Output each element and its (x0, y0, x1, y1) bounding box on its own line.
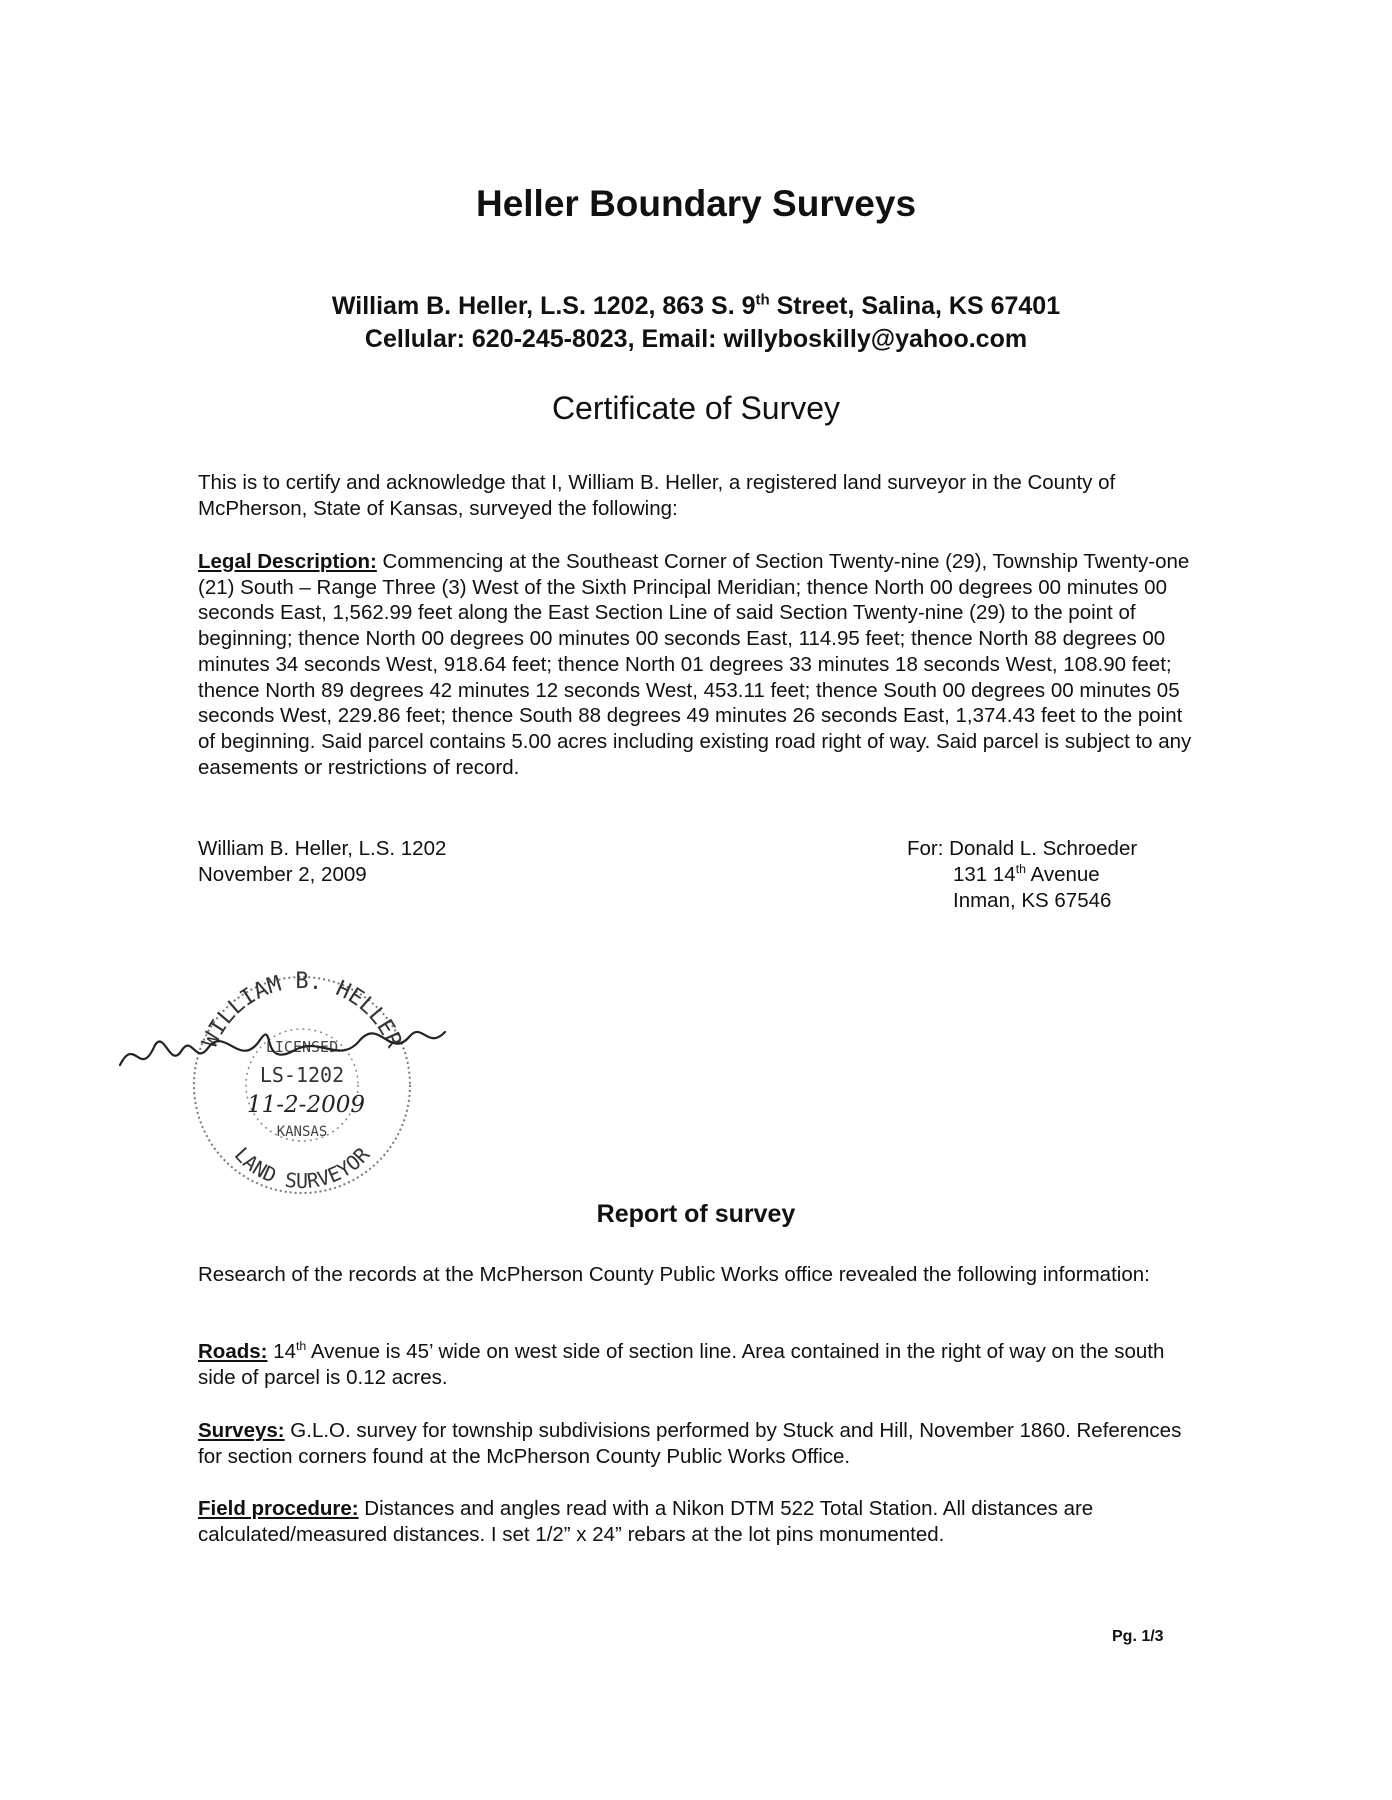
address-ordinal-suffix: th (755, 291, 770, 309)
roads-label: Roads: (198, 1340, 268, 1363)
surveys-text: G.L.O. survey for township subdivisions performed by Stuck and Hill, November 1860. References for section corners found at the McPherson County Public Works Office. (198, 1419, 1182, 1468)
survey-date: November 2, 2009 (198, 863, 367, 886)
seal-state-text: KANSAS (276, 1124, 328, 1140)
roads-ordinal-suffix: th (295, 1339, 307, 1354)
roads-text: Avenue is 45’ wide on west side of section line. Area contained in the right of way on the south side of parcel is 0.12 acres. (198, 1340, 1165, 1389)
roads-paragraph (198, 1339, 1198, 1390)
client-city: Inman, KS 67546 (953, 889, 1112, 912)
address-text: William B. Heller, L.S. 1202, 863 S. 9 (331, 292, 756, 320)
research-paragraph: Research of the records at the McPherson County Public Works office revealed the following information: (198, 1263, 1150, 1286)
client-street-name: Avenue (1025, 863, 1100, 886)
address-text-end: Street, Salina, KS 67401 (769, 292, 1061, 320)
legal-description-text: Commencing at the Southeast Corner of Section Twenty-nine (29), Township Twenty-one (21) South – Range Three (3) West of the Sixth Principal Meridian; thence North 00 degrees 00 minutes 00 seconds East, 1,562.99 feet along the East Section Line of said Section Twenty-nine (29) to the point of beginning; thence North 00 degrees 00 minutes 00 seconds East, 114.95 feet; thence North 88 degrees 00 minutes 34 seconds West, 918.64 feet; thence North 01 degrees 33 minutes 18 seconds West, 108.90 feet; thence North 89 degrees 42 minutes 12 seconds West, 453.11 feet; thence South 00 degrees 00 minutes 05 seconds West, 229.86 feet; thence South 88 degrees 49 minutes 26 seconds East, 1,374.43 feet to the point of beginning. Said parcel contains 5.00 acres including existing road right of way. Said parcel is subject to any easements or restrictions of record. (198, 550, 1192, 779)
field-procedure-label: Field procedure: (198, 1497, 359, 1520)
surveyor-name: William B. Heller, L.S. 1202 (198, 837, 447, 860)
legal-description-paragraph (198, 549, 1198, 780)
surveys-label: Surveys: (198, 1419, 285, 1442)
surveyor-address-line (0, 292, 1392, 321)
legal-description-label: Legal Description: (198, 550, 377, 573)
client-name: For: Donald L. Schroeder (907, 837, 1138, 860)
field-procedure-paragraph (198, 1496, 1198, 1547)
page-number: Pg. 1/3 (1112, 1628, 1164, 1645)
certificate-title: Certificate of Survey (551, 390, 841, 426)
seal-license-number: LS-1202 (259, 1063, 345, 1087)
roads-text-start: 14 (267, 1340, 296, 1363)
report-title: Report of survey (596, 1200, 796, 1228)
field-procedure-text: Distances and angles read with a Nikon DTM 522 Total Station. All distances are calculated/measured distances. I set 1/2” x 24” rebars at the lot pins monumented. (198, 1497, 1094, 1546)
contact-line: Cellular: 620-245-8023, Email: willyboskilly@yahoo.com (364, 325, 1028, 353)
surveys-paragraph (198, 1418, 1198, 1469)
client-street (907, 862, 1137, 888)
surveyor-seal-stamp (110, 940, 490, 1200)
company-name: Heller Boundary Surveys (475, 183, 917, 224)
seal-handwritten-date: 11-2-2009 (247, 1092, 365, 1118)
seal-bottom-text: LAND SURVEYOR (229, 1142, 375, 1193)
client-street-suffix: th (1015, 862, 1026, 877)
client-street-number: 131 14 (953, 863, 1016, 886)
client-block (907, 836, 1137, 914)
seal-licensed-text: LICENSED (265, 1038, 339, 1056)
seal-top-text: WILLIAM B. HELLER (197, 969, 407, 1052)
surveyor-signature-block (198, 836, 446, 888)
intro-paragraph: This is to certify and acknowledge that I, William B. Heller, a registered land surveyor in the County of McPherson, State of Kansas, surveyed the following: (198, 471, 1116, 520)
